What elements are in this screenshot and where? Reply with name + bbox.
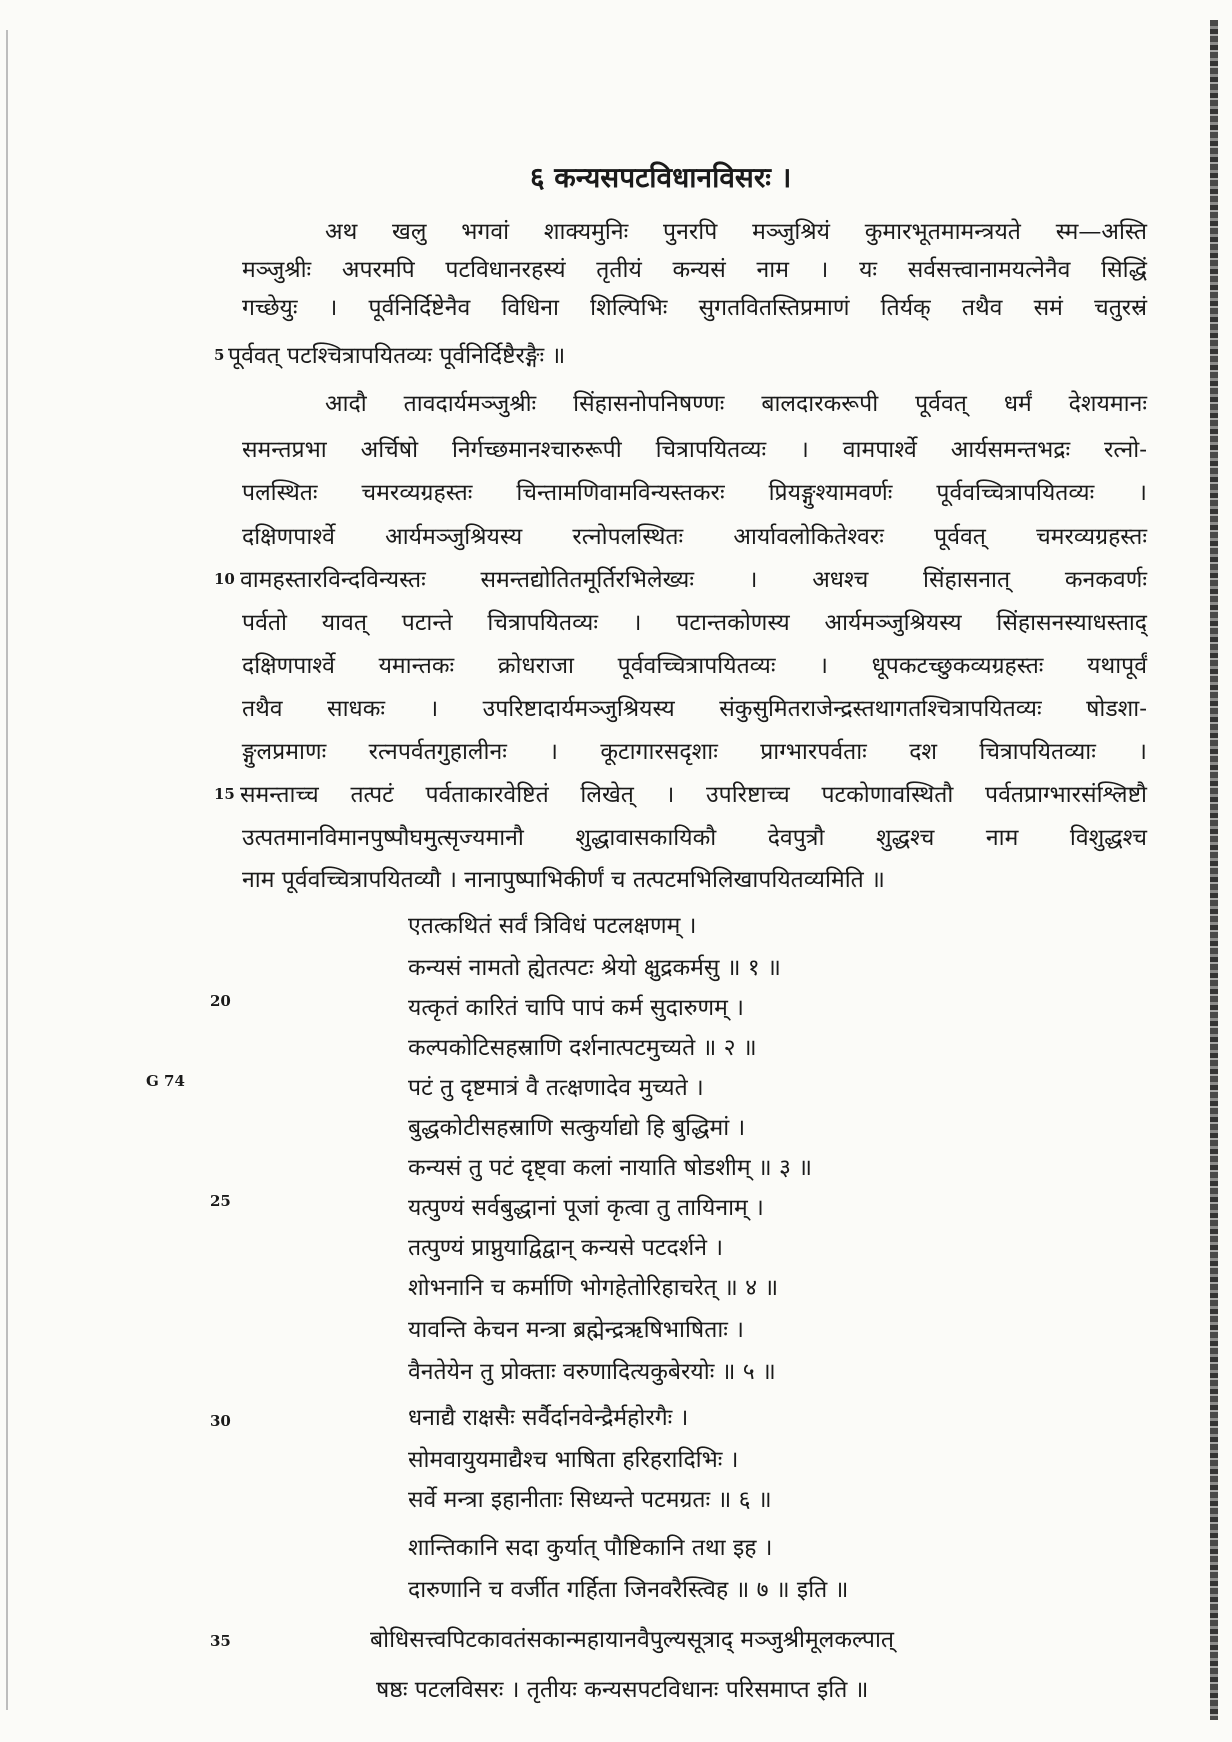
para2-line6: पर्वतो यावत् पटान्ते चित्रापयितव्यः । पटान्तकोणस्य आर्यमञ्जुश्रियस्य सिंहासनस्याधस्ताद् xyxy=(242,610,1147,636)
para1-line2: मञ्जुश्रीः अपरमपि पटविधानरहस्यं तृतीयं कन्यसं नाम । यः सर्वसत्त्वानामयत्नेनैव सिद्धिं xyxy=(242,257,1147,283)
verse-line: कन्यसं तु पटं दृष्ट्वा कलां नायाति षोडशीम् ॥ ३ ॥ xyxy=(408,1155,813,1181)
line-number-35: 35 xyxy=(210,1632,231,1650)
page-binding-edge xyxy=(1210,20,1218,1720)
verse-line: धनाद्यै राक्षसैः सर्वैर्दानवेन्द्रैर्महोरगैः । xyxy=(408,1405,689,1431)
verse-line: यत्कृतं कारितं चापि पापं कर्म सुदारुणम् । xyxy=(408,995,744,1021)
para2-line9: ङ्गुलप्रमाणः रत्नपर्वतगुहालीनः । कूटागारसदृशाः प्राग्भारपर्वताः दश चित्रापयितव्याः । xyxy=(242,739,1147,765)
para2-line2: समन्तप्रभा अर्चिषो निर्गच्छमानश्चारुरूपी चित्रापयितव्यः । वामपार्श्वे आर्यसमन्तभद्रः रत्नो- xyxy=(242,437,1147,463)
para1-line1: अथ खलु भगवां शाक्यमुनिः पुनरपि मञ्जुश्रियं कुमारभूतमामन्त्रयते स्म—अस्ति xyxy=(325,219,1147,245)
verse-line: वैनतेयेन तु प्रोक्ताः वरुणादित्यकुबेरयोः ॥ ५ ॥ xyxy=(408,1359,776,1385)
line-number-25: 25 xyxy=(210,1192,231,1210)
para1-line4: पूर्ववत् पटश्चित्रापयितव्यः पूर्वनिर्दिष्टैरङ्गैः ॥ xyxy=(228,343,566,369)
verse-line: कन्यसं नामतो ह्येतत्पटः श्रेयो क्षुद्रकर्मसु ॥ १ ॥ xyxy=(408,955,781,981)
line-number-15: 15 xyxy=(214,785,235,803)
para2-line12: नाम पूर्ववच्चित्रापयितव्यौ । नानापुष्पाभिकीर्णं च तत्पटमभिलिखापयितव्यमिति ॥ xyxy=(242,867,885,893)
side-margin-mark: G 74 xyxy=(146,1072,185,1090)
chapter-title: ६ कन्यसपटविधानविसरः । xyxy=(530,161,792,194)
verse-line: एतत्कथितं सर्वं त्रिविधं पटलक्षणम् । xyxy=(408,913,697,939)
line-number-5: 5 xyxy=(214,346,225,364)
verse-line: दारुणानि च वर्जीत गर्हिता जिनवरैस्त्विह ॥ ७ ॥ इति ॥ xyxy=(408,1577,849,1603)
verse-line: शान्तिकानि सदा कुर्यात् पौष्टिकानि तथा इह । xyxy=(408,1535,773,1561)
para2-line3: पलस्थितः चमरव्यग्रहस्तः चिन्तामणिवामविन्यस्तकरः प्रियङ्गुश्यामवर्णः पूर्ववच्चित्रापयितव्यः । xyxy=(242,480,1147,506)
para2-line5: वामहस्तारविन्दविन्यस्तः समन्तद्योतितमूर्तिरभिलेख्यः । अधश्च सिंहासनात् कनकवर्णः xyxy=(240,567,1147,593)
verse-line: तत्पुण्यं प्राप्नुयाद्विद्वान् कन्यसे पटदर्शने । xyxy=(408,1235,724,1261)
para1-line3: गच्छेयुः । पूर्वनिर्दिष्टेनैव विधिना शिल्पिभिः सुगतवितस्तिप्रमाणं तिर्यक् तथैव समं चतुरस्रं xyxy=(242,295,1147,321)
para2-line1: आदौ तावदार्यमञ्जुश्रीः सिंहासनोपनिषण्णः बालदारकरूपी पूर्ववत् धर्मं देशयमानः xyxy=(325,391,1147,417)
para2-line4: दक्षिणपार्श्वे आर्यमञ्जुश्रियस्य रत्नोपलस्थितः आर्यावलोकितेश्वरः पूर्ववत् चमरव्यग्रहस्तः xyxy=(242,524,1147,550)
verse-line: सोमवायुयमाद्यैश्च भाषिता हरिहरादिभिः । xyxy=(408,1447,739,1473)
page-left-edge xyxy=(6,30,8,1710)
verse-line: पटं तु दृष्टमात्रं वै तत्क्षणादेव मुच्यते । xyxy=(408,1075,704,1101)
para2-line11: उत्पतमानविमानपुष्पौघमुत्सृज्यमानौ शुद्धावासकायिकौ देवपुत्रौ शुद्धश्च नाम विशुद्धश्च xyxy=(242,825,1147,851)
verse-line: यत्पुण्यं सर्वबुद्धानां पूजां कृत्वा तु तायिनाम् । xyxy=(408,1195,764,1221)
verse-line: शोभनानि च कर्माणि भोगहेतोरिहाचरेत् ॥ ४ ॥ xyxy=(408,1275,779,1301)
para2-line10: समन्ताच्च तत्पटं पर्वताकारवेष्टितं लिखेत् । उपरिष्टाच्च पटकोणावस्थितौ पर्वतप्राग्भारसंश्लिष्टौ xyxy=(240,782,1147,808)
para2-line8: तथैव साधकः । उपरिष्टादार्यमञ्जुश्रियस्य संकुसुमितराजेन्द्रस्तथागतश्चित्रापयितव्यः षोडशा- xyxy=(242,696,1147,722)
line-number-30: 30 xyxy=(210,1412,231,1430)
line-number-20: 20 xyxy=(210,992,231,1010)
colophon-line2: षष्ठः पटलविसरः । तृतीयः कन्यसपटविधानः परिसमाप्त इति ॥ xyxy=(376,1677,869,1703)
colophon-line1: बोधिसत्त्वपिटकावतंसकान्महायानवैपुल्यसूत्राद् मञ्जुश्रीमूलकल्पात् xyxy=(370,1627,895,1653)
verse-line: कल्पकोटिसहस्राणि दर्शनात्पटमुच्यते ॥ २ ॥ xyxy=(408,1035,757,1061)
verse-line: यावन्ति केचन मन्त्रा ब्रह्मेन्द्रऋषिभाषिताः । xyxy=(408,1317,744,1343)
para2-line7: दक्षिणपार्श्वे यमान्तकः क्रोधराजा पूर्ववच्चित्रापयितव्यः । धूपकटच्छुकव्यग्रहस्तः यथापूर्वं xyxy=(242,653,1147,679)
verse-line: बुद्धकोटीसहस्राणि सत्कुर्याद्यो हि बुद्धिमां । xyxy=(408,1115,746,1141)
line-number-10: 10 xyxy=(214,570,235,588)
verse-line: सर्वे मन्त्रा इहानीताः सिध्यन्ते पटमग्रतः ॥ ६ ॥ xyxy=(408,1487,772,1513)
